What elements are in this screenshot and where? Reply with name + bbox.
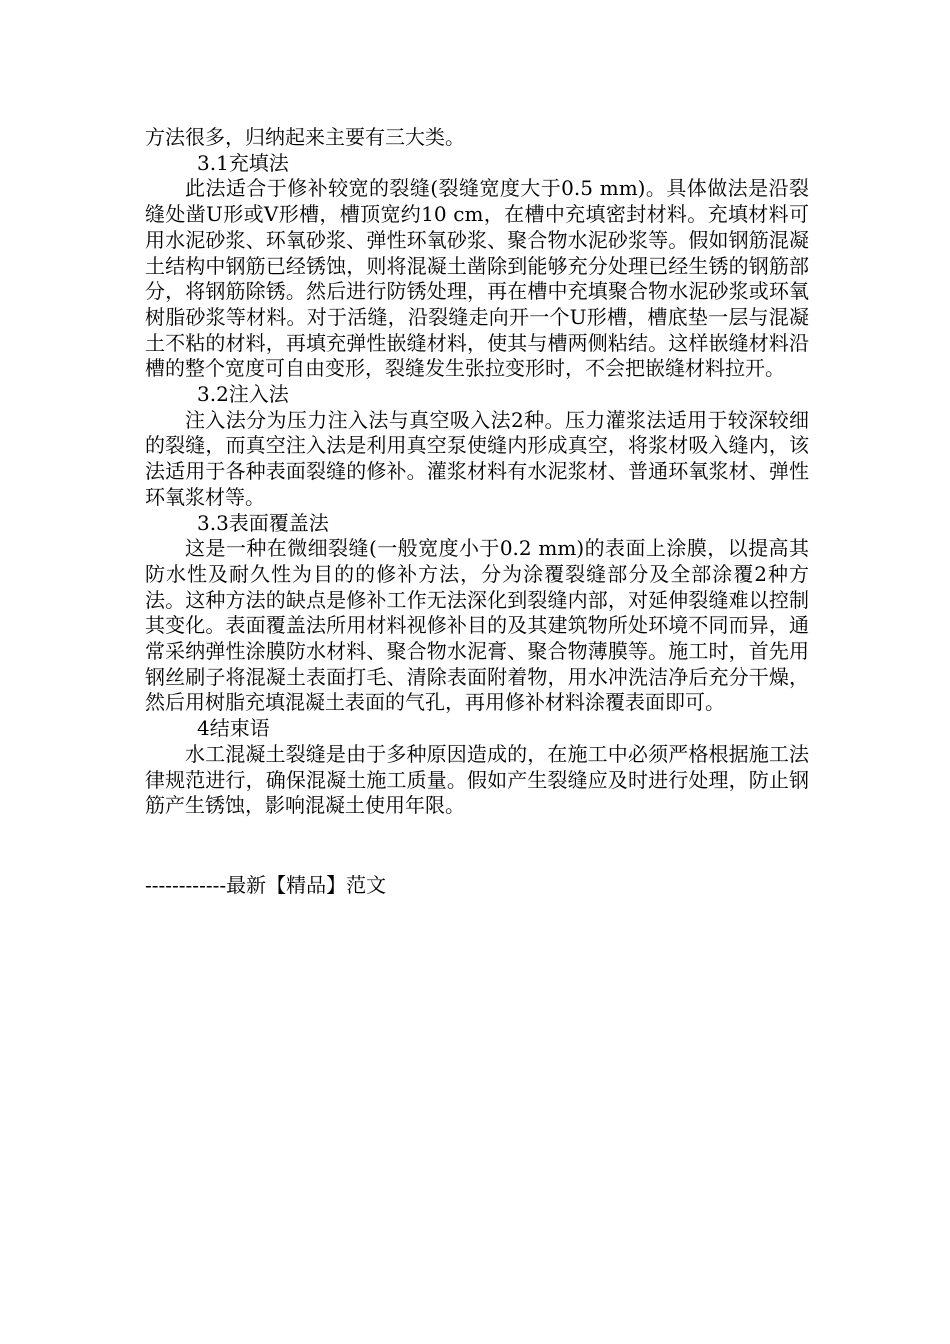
section-heading-3-3: 3.3表面覆盖法: [197, 510, 329, 535]
paragraph-surface-cover-method: 这是一种在微细裂缝(一般宽度小于0.2 mm)的表面上涂膜，以提高其防水性及耐久性为目的的修补方法，分为涂覆裂缝部分及全部涂覆2种方法。这种方法的缺点是修补工作无法深化到裂缝内部，对延伸裂缝难以控制其变化。表面覆盖法所用材料视修补目的及其建筑物所处环境不同而异，通常采纳弹性涂膜防水材料、聚合物水泥膏、聚合物薄膜等。施工时，首先用钢丝刷子将混凝土表面打毛、清除表面附着物，用水冲洗洁净后充分干燥，然后用树脂充填混凝土表面的气孔，再用修补材料涂覆表面即可。: [145, 536, 809, 715]
paragraph-conclusion: 水工混凝土裂缝是由于多种原因造成的，在施工中必须严格根据施工法律规范进行，确保混凝土施工质量。假如产生裂缝应及时进行处理，防止钢筋产生锈蚀，影响混凝土使用年限。: [145, 741, 809, 818]
section-heading-3-2: 3.2注入法: [197, 382, 289, 407]
page-footer: ------------最新【精品】范文: [145, 872, 387, 897]
paragraph-injection-method: 注入法分为压力注入法与真空吸入法2种。压力灌浆法适用于较深较细的裂缝，而真空注入法是利用真空泵使缝内形成真空，将浆材吸入缝内，该法适用于各种表面裂缝的修补。灌浆材料有水泥浆材、普通环氧浆材、弹性环氧浆材等。: [145, 407, 809, 509]
paragraph-continued: 方法很多，归纳起来主要有三大类。: [145, 125, 465, 149]
section-heading-4: 4结束语: [197, 716, 270, 741]
section-heading-3-1: 3.1充填法: [197, 150, 289, 175]
document-page: [145, 125, 809, 899]
paragraph-filling-method: 此法适合于修补较宽的裂缝(裂缝宽度大于0.5 mm)。具体做法是沿裂缝处凿U形或V形槽，槽顶宽约10 cm，在槽中充填密封材料。充填材料可用水泥砂浆、环氧砂浆、弹性环氧砂浆、聚合物水泥砂浆等。假如钢筋混凝土结构中钢筋已经锈蚀，则将混凝土凿除到能够充分处理已经生锈的钢筋部分，将钢筋除锈。然后进行防锈处理，再在槽中充填聚合物水泥砂浆或环氧树脂砂浆等材料。对于活缝，沿裂缝走向开一个U形槽，槽底垫一层与混凝土不粘的材料，再填充弹性嵌缝材料，使其与槽两侧粘结。这样嵌缝材料沿槽的整个宽度可自由变形，裂缝发生张拉变形时，不会把嵌缝材料拉开。: [145, 176, 809, 381]
